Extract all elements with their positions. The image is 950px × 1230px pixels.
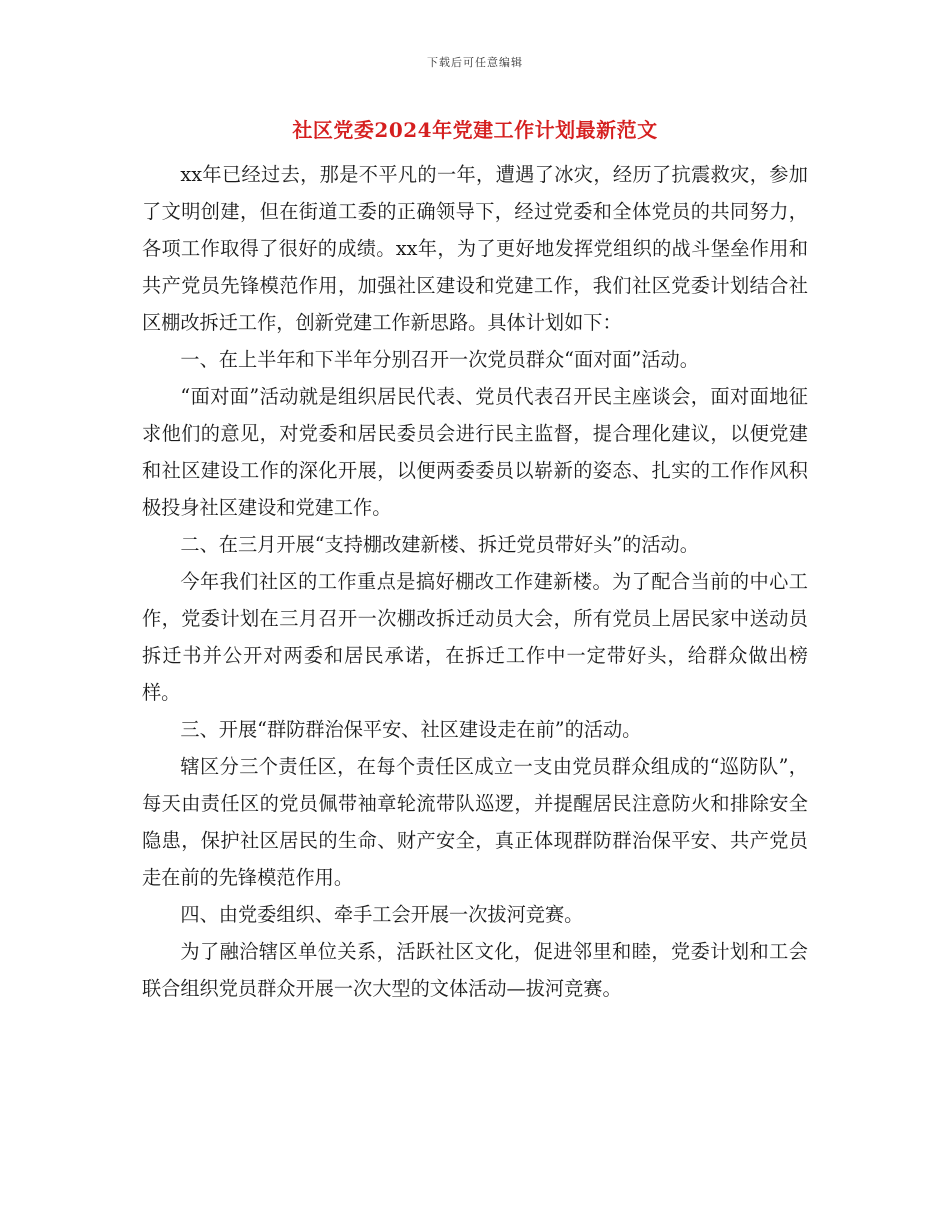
header-note: 下载后可任意编辑 [427,56,523,69]
section-heading-1: 一、在上半年和下半年分别召开一次党员群众“面对面”活动。 [180,348,699,371]
section-heading-3: 三、开展“群防群治保平安、社区建设走在前”的活动。 [180,718,642,741]
section-heading-2: 二、在三月开展“支持棚改建新楼、拆迁党员带好头”的活动。 [180,533,699,556]
paragraph-intro: xx年已经过去，那是不平凡的一年，遭遇了冰灾，经历了抗震救灾，参加了文明创建，但在街道工委的正确领导下，经过党委和全体党员的共同努力，各项工作取得了很好的成绩。xx年，为了更好地发挥党组织的战斗堡垒作用和共产党员先锋模范作用，加强社区建设和党建工作，我们社区党委计划结合社区棚改拆迁工作，创新党建工作新思路。具体计划如下： [142,163,808,334]
paragraph-1: “面对面”活动就是组织居民代表、党员代表召开民主座谈会，面对面地征求他们的意见，对党委和居民委员会进行民主监督，提合理化建议，以便党建和社区建设工作的深化开展，以便两委委员以崭新的姿态、扎实的工作作风积极投身社区建设和党建工作。 [142,385,808,519]
document-body [142,156,808,1007]
paragraph-4: 为了融洽辖区单位关系，活跃社区文化，促进邻里和睦，党委计划和工会联合组织党员群众开展一次大型的文体活动—拔河竞赛。 [142,940,808,1000]
paragraph-2: 今年我们社区的工作重点是搞好棚改工作建新楼。为了配合当前的中心工作，党委计划在三月召开一次棚改拆迁动员大会，所有党员上居民家中送动员拆迁书并公开对两委和居民承诺，在拆迁工作中一定带好头，给群众做出榜样。 [142,570,808,704]
paragraph-3: 辖区分三个责任区，在每个责任区成立一支由党员群众组成的“巡防队”，每天由责任区的党员佩带袖章轮流带队巡逻，并提醒居民注意防火和排除安全隐患，保护社区居民的生命、财产安全，真正体现群防群治保平安、共产党员走在前的先锋模范作用。 [142,755,808,889]
section-heading-4: 四、由党委组织、牵手工会开展一次拔河竞赛。 [180,903,584,926]
document-title: 社区党委2024年党建工作计划最新范文 [292,118,658,142]
